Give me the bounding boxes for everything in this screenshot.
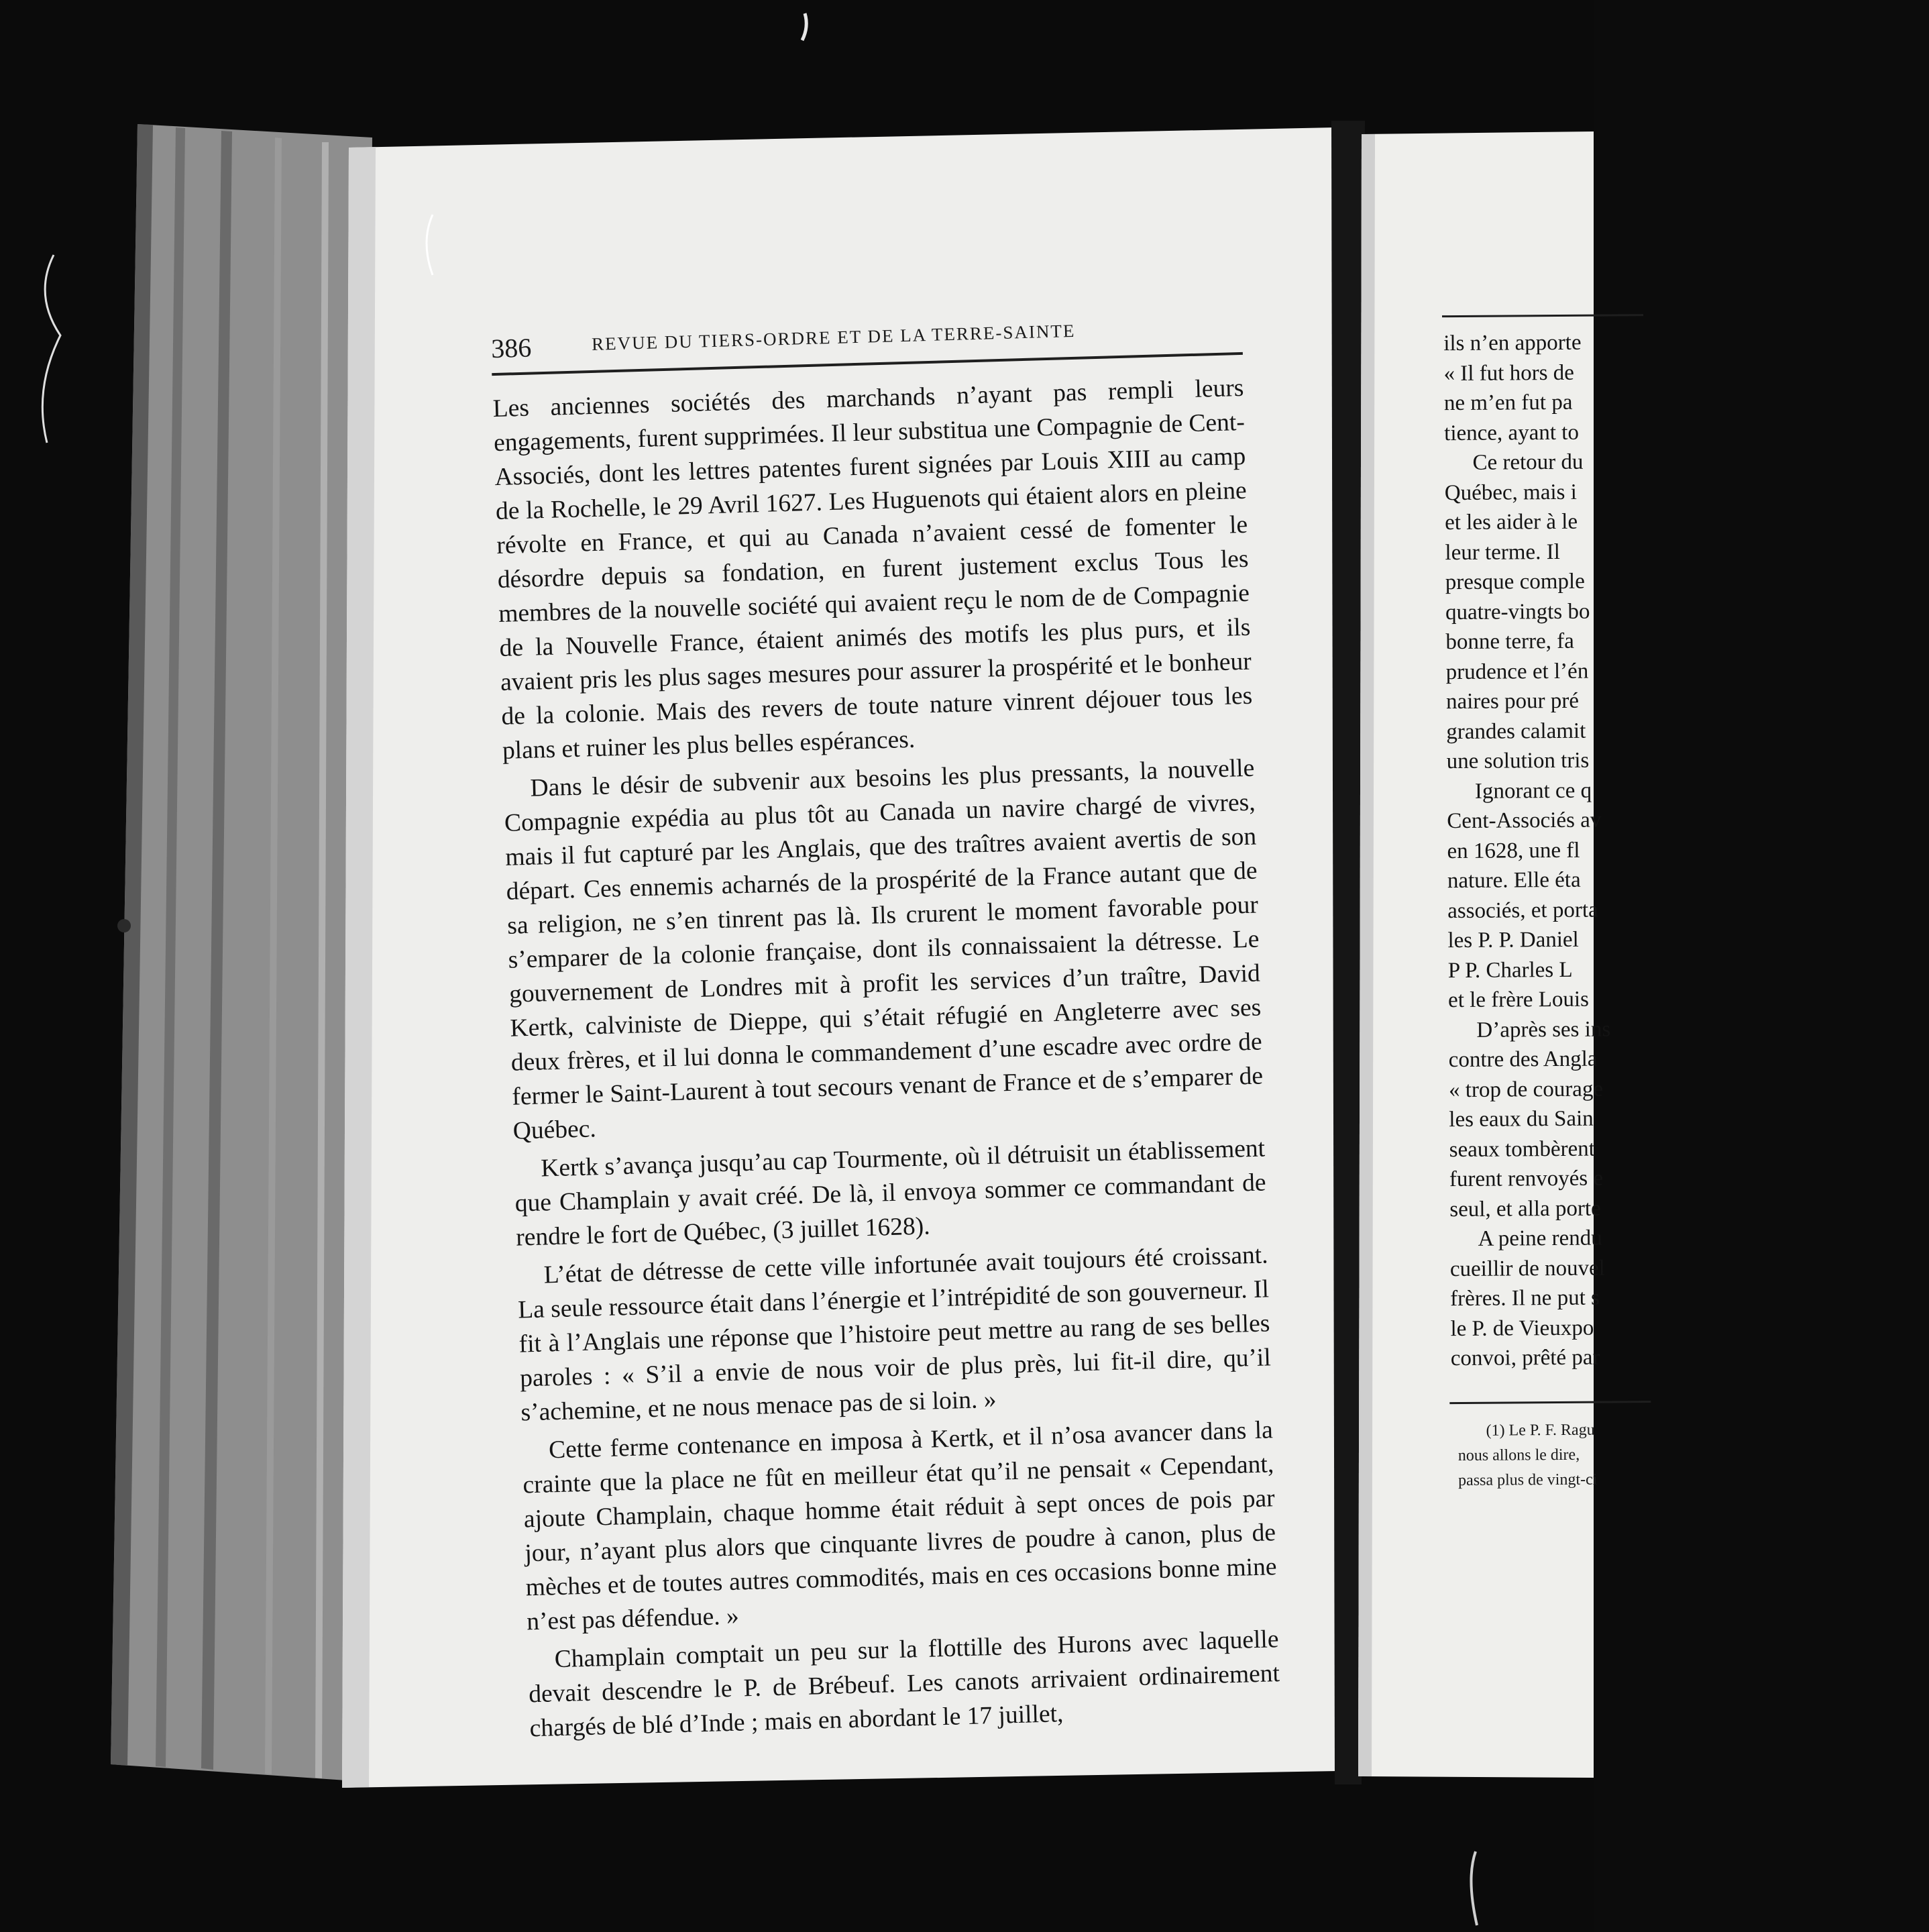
text-line: ils n’en apporte	[1443, 330, 1582, 356]
text-line: Ce retour du	[1472, 449, 1584, 475]
running-head: REVUE DU TIERS-ORDRE ET DE LA TERRE-SAINTE	[591, 320, 1076, 354]
page-number: 386	[490, 332, 532, 364]
text-line: convoi, prêté par	[1450, 1345, 1600, 1371]
text-line: tience, ayant to	[1444, 420, 1580, 445]
body-text	[492, 371, 1281, 1746]
text-line: le P. de Vieuxpo	[1450, 1316, 1594, 1341]
text-line: P P. Charles L	[1447, 957, 1573, 983]
paragraph: Kertk s’avança jusqu’au cap Tourmente, où il détruisit un établissement que Champlain y avait créé. De là, il envoya sommer ce commandant de rendre le fort de Québec, (3 juillet 1628).	[514, 1134, 1266, 1252]
footnotes	[1457, 1415, 1928, 1493]
text-line: bonne terre, fa	[1445, 629, 1574, 655]
text-line: A peine rendu	[1478, 1226, 1602, 1251]
header-rule	[1442, 314, 1643, 317]
text-line: « Il fut hors de	[1443, 360, 1575, 386]
text-line: naires pour pré	[1445, 688, 1580, 714]
paragraph: Dans le désir de subvenir aux besoins les plus pressants, la nouvelle Compagnie expédia au plus tôt au Canada un navire chargé de vivres, mais il fut capturé par les Anglais, que des traîtres avaient avertis de son départ. Ces ennemis acharnés de la prospérité de la France autant que de sa religion, ne s’en tinrent pas là. Ils crurent le moment favorable pour s’emparer de la colonie française, dont ils connaissaient la détresse. Le gouvernement de Londres mit à profit les services d’un traître, David Kertk, calviniste de Dieppe, qui s’était réfugié en Angleterre avec ses deux frères, et il lui donna le commandement d’une escadre avec ordre de fermer le Saint-Laurent à tout secours venant de France et de s’emparer de Québec.	[504, 754, 1264, 1145]
paragraph: Les anciennes sociétés des marchands n’ayant pas rempli leurs engagements, furent supprimées. Il leur substitua une Compagnie de Cent-Associés, dont les lettres patentes furent signées par Louis XIII au camp de la Rochelle, le 29 Avril 1627. Les Huguenots qui étaient alors en pleine révolte en France, et qui au Canada n’avaient cessé de fomenter le désordre depuis sa fondation, en furent justement exclus Tous les membres de la nouvelle société qui avaient reçu le nom de de Compagnie de la Nouvelle France, étaient animés des motifs les plus purs, et ils avaient pris les plus sages mesures pour assurer la prospérité et le bonheur de la colonie. Mais des revers de toute nature vinrent déjouer tous les plans et ruiner les plus belles espérances.	[492, 374, 1253, 765]
right-page	[1362, 123, 1641, 1634]
text-line: Québec, mais i	[1444, 480, 1577, 505]
text-line: frères. Il ne put s	[1450, 1285, 1600, 1311]
footnote-line: (1) Le P. F. Ragu	[1486, 1421, 1595, 1440]
text-line: « trop de courage	[1448, 1077, 1604, 1102]
paragraph: L’état de détresse de cette ville infortunée avait toujours été croissant. La seule ressource était dans l’énergie et l’intrépidité de son gouverneur. Il fit à l’Anglais une réponse que l’histoire peut mettre au rang de ses belles paroles : « S’il a envie de nous voir de plus près, lui fit-il dire, qu’il s’achemine, et ne nous menace pas de si loin. »	[517, 1241, 1272, 1427]
text-line: presque comple	[1445, 569, 1585, 595]
text-line: les P. P. Daniel	[1447, 927, 1579, 953]
text-line: leur terme. Il	[1445, 539, 1560, 565]
text-line: seul, et alla porte	[1449, 1196, 1601, 1222]
left-page	[318, 121, 1362, 1805]
text-line: Ignorant ce q	[1474, 778, 1592, 804]
paragraph: Champlain comptait un peu sur la flottille des Hurons avec laquelle devait descendre le P. de Brébeuf. Les canots arrivaient ordinairement chargés de blé d’Inde ; mais en abordant le 17 juillet,	[528, 1625, 1280, 1743]
text-line: et les aider à le	[1445, 509, 1578, 535]
footnote-rule	[1449, 1401, 1651, 1404]
text-line: grandes calamit	[1446, 718, 1586, 744]
text-line: nature. Elle éta	[1447, 867, 1581, 894]
text-line: Cent-Associés av	[1447, 808, 1602, 834]
text-line: en 1628, une fl	[1447, 838, 1580, 863]
text-line: prudence et l’én	[1445, 659, 1589, 684]
text-line: quatre-vingts bo	[1445, 599, 1590, 625]
page-header	[491, 312, 1243, 376]
text-line: furent renvoyés e	[1449, 1166, 1604, 1192]
right-page-text	[1443, 325, 1920, 1373]
text-line: une solution tris	[1446, 748, 1590, 774]
text-line: associés, et porta	[1447, 898, 1598, 923]
text-line: et le frère Louis	[1447, 987, 1590, 1013]
text-line: seaux tombèrent	[1449, 1136, 1595, 1162]
text-line: contre des Angla	[1448, 1046, 1598, 1073]
paragraph: Cette ferme contenance en imposa à Kertk, et il n’osa avancer dans la crainte que la place ne fût en meilleur état qu’il ne pensait « Cependant, ajoute Champlain, chaque homme était réduit à sept onces de pois par jour, n’ayant plus alors que cinquante livres de poudre à canon, plus de mèches et de toutes autres commodités, mais en ces occasions bonne mine n’est pas défendue. »	[522, 1416, 1277, 1636]
footnote-line: nous allons le dire,	[1457, 1446, 1580, 1465]
text-line: D’après ses ins	[1476, 1016, 1611, 1042]
text-line: ne m’en fut pa	[1443, 390, 1573, 416]
footnote-line: passa plus de vingt-ci	[1458, 1470, 1598, 1490]
text-line: cueillir de nouvel	[1449, 1256, 1605, 1281]
text-line: les eaux du Sain	[1449, 1106, 1594, 1132]
